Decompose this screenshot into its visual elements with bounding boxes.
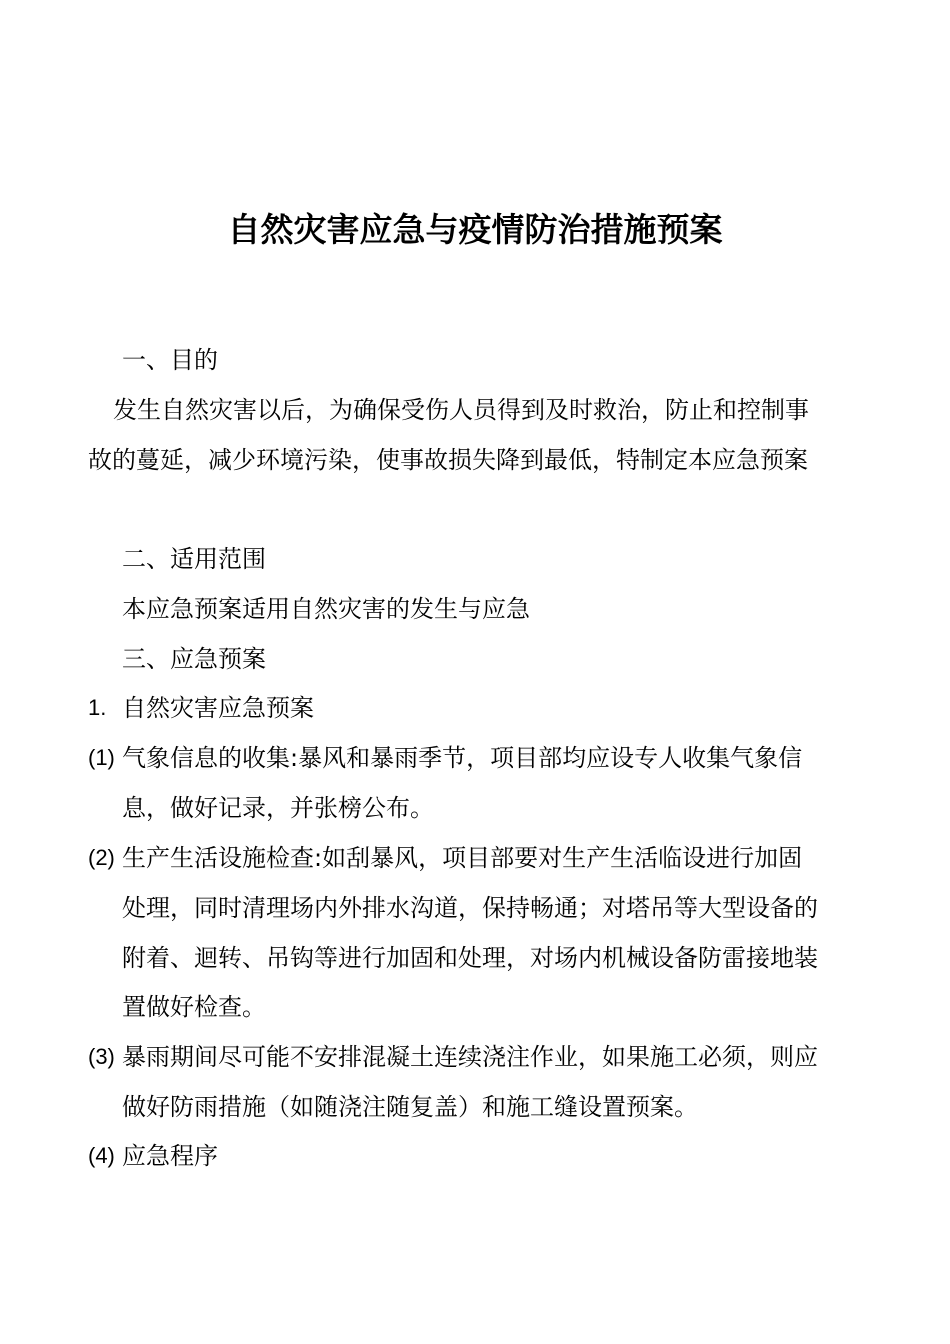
- list-item-text: 应急程序: [122, 1142, 218, 1170]
- list-item-text: 做好防雨措施（如随浇注随复盖）和施工缝设置预案。: [122, 1093, 698, 1121]
- list-item-text: 气象信息的收集:暴风和暴雨季节，项目部均应设专人收集气象信: [122, 744, 803, 772]
- paragraph-line: 发生自然灾害以后，为确保受伤人员得到及时救治，防止和控制事: [113, 396, 809, 424]
- paragraph-line: 本应急预案适用自然灾害的发生与应急: [122, 595, 530, 623]
- list-item-text: 附着、迴转、吊钩等进行加固和处理，对场内机械设备防雷接地装: [122, 944, 818, 972]
- list-item-text: 暴雨期间尽可能不安排混凝土连续浇注作业，如果施工必须，则应: [122, 1043, 818, 1071]
- document-title: 自然灾害应急与疫情防治措施预案: [227, 210, 723, 249]
- list-number: (2): [88, 845, 115, 870]
- section-heading-plan: 三、应急预案: [122, 645, 266, 673]
- list-item-text: 处理，同时清理场内外排水沟道，保持畅通；对塔吊等大型设备的: [122, 894, 818, 922]
- section-heading-scope: 二、适用范围: [122, 545, 266, 573]
- list-item-text: 置做好检查。: [122, 993, 266, 1021]
- list-number: 1.: [88, 695, 107, 720]
- list-item-text: 自然灾害应急预案: [122, 694, 314, 722]
- list-number: (3): [88, 1044, 115, 1069]
- list-number: (1): [88, 745, 115, 770]
- list-number: (4): [88, 1143, 115, 1168]
- list-item-text: 息，做好记录，并张榜公布。: [122, 794, 434, 822]
- section-heading-purpose: 一、目的: [122, 346, 218, 374]
- list-item-text: 生产生活设施检查:如刮暴风，项目部要对生产生活临设进行加固: [122, 844, 803, 872]
- paragraph-line: 故的蔓延，减少环境污染，使事故损失降到最低，特制定本应急预案: [88, 446, 808, 474]
